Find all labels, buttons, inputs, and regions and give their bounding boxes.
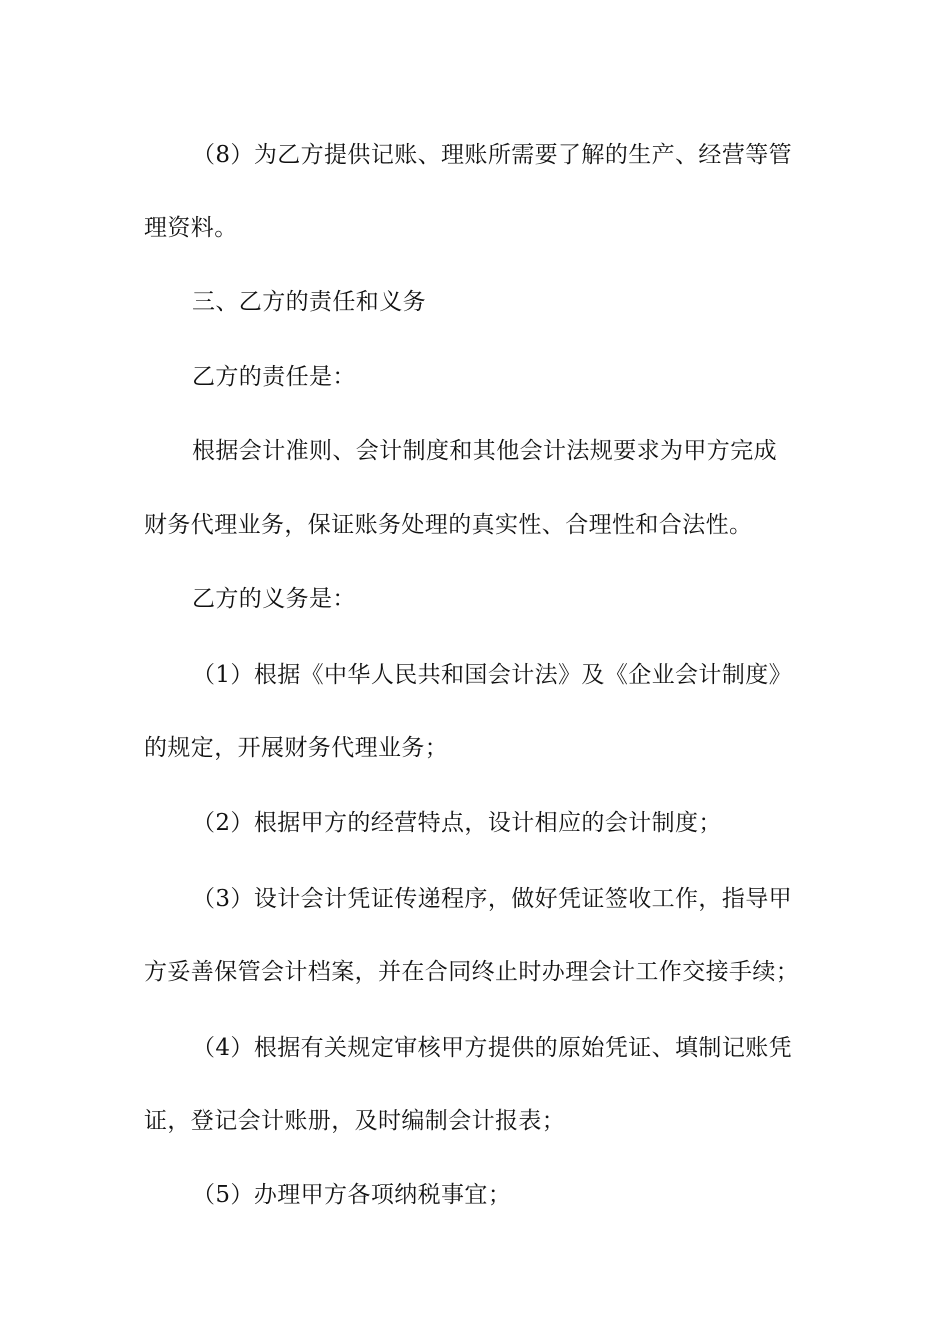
list-item-line: （5）办理甲方各项纳税事宜；	[192, 1182, 512, 1208]
list-item-line: 方妥善保管会计档案，并在合同终止时办理会计工作交接手续；	[144, 959, 800, 985]
section-heading: 三、乙方的责任和义务	[192, 289, 426, 315]
list-item-line: （4）根据有关规定审核甲方提供的原始凭证、填制记账凭	[192, 1035, 793, 1061]
list-item-line: 的规定，开展财务代理业务；	[144, 735, 449, 761]
list-item-line: （1）根据《中华人民共和国会计法》及《企业会计制度》	[192, 662, 793, 688]
list-item-line: 证，登记会计账册，及时编制会计报表；	[144, 1108, 566, 1134]
list-item-line: （2）根据甲方的经营特点，设计相应的会计制度；	[192, 810, 722, 836]
paragraph-line: 乙方的义务是：	[192, 586, 356, 612]
paragraph-line: 理资料。	[144, 215, 238, 241]
paragraph-line: （8）为乙方提供记账、理账所需要了解的生产、经营等管	[192, 142, 793, 168]
paragraph-line: 乙方的责任是：	[192, 364, 356, 390]
paragraph-line: 根据会计准则、会计制度和其他会计法规要求为甲方完成	[192, 438, 777, 464]
list-item-line: （3）设计会计凭证传递程序，做好凭证签收工作，指导甲	[192, 886, 793, 912]
paragraph-line: 财务代理业务，保证账务处理的真实性、合理性和合法性。	[144, 512, 753, 538]
